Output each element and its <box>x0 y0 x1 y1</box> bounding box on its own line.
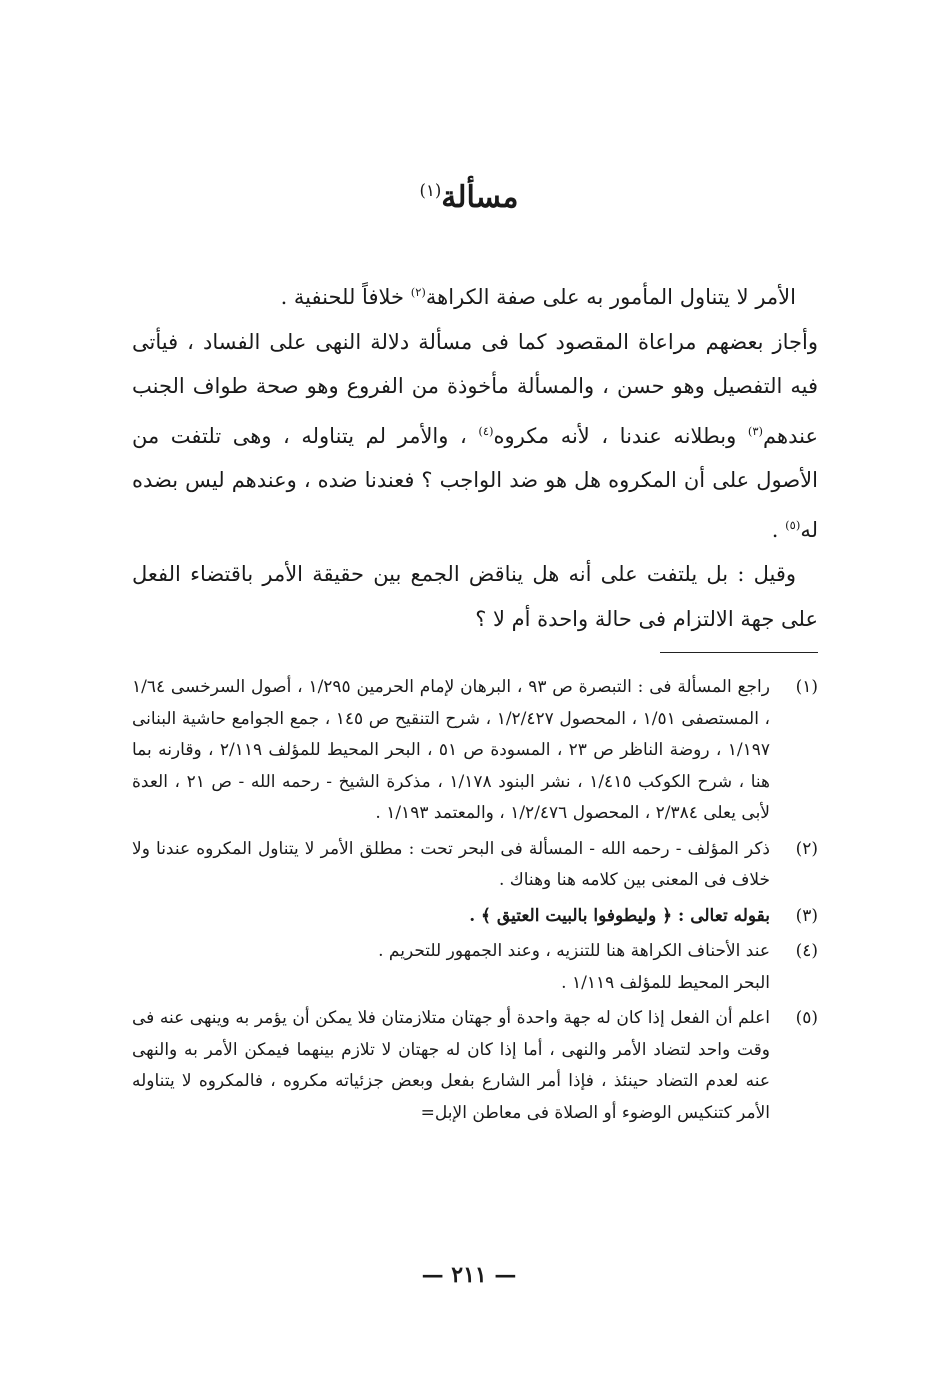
paragraph-3: وقيل : بل يلتفت على أنه هل يناقض الجمع بين حقيقة الأمر باقتضاء الفعل على جهة الالتزام فى حالة واحدة أم لا ؟ <box>132 562 818 631</box>
footnote-line: عند الأحناف الكراهة هنا للتنزيه ، وعند الجمهور للتحريم . <box>378 941 770 961</box>
footnote-4 <box>132 936 818 999</box>
footnote-text <box>132 936 770 999</box>
page-title <box>0 180 938 215</box>
paragraph-2 <box>132 320 818 553</box>
footnote-ref-3: (٣) <box>747 423 764 438</box>
footnote-text: بقوله تعالى : ﴿ وليطوفوا بالبيت العتيق ﴾ . <box>469 905 770 926</box>
footnote-number: (٥) <box>795 1008 818 1028</box>
footnote-number: (٢) <box>795 838 818 859</box>
footnote-number: (١) <box>795 677 818 697</box>
paragraph-1-tail: خلافاً للحنفية . <box>280 285 411 309</box>
footnote-text: اعلم أن الفعل إذا كان له جهة واحدة أو جهتان متلازمتان فلا يمكن أن يؤمر به وينهى عنه فى وقت واحد لتضاد الأمر والنهى ، أما إذا كان له جهتان لا تلازم بينهما فيمكن الأمر به والنهى عنه لعدم التضاد حينئذ ، فإذا أمر الشارع بفعل وبعض جزئياته مكروه ، فالمكروه لا يتناوله الأمر كتنكيس الوضوء أو الصلاة فى معاطن الإبل= <box>132 1008 770 1123</box>
footnote-separator <box>660 652 818 653</box>
page-number: — ٢١١ — <box>421 1262 517 1288</box>
footnote-ref-5: (٥) <box>785 517 801 532</box>
paragraph-1-text: الأمر لا يتناول المأمور به على صفة الكراهة <box>425 285 796 309</box>
title-footnote-ref: (١) <box>419 181 442 200</box>
paragraph-1 <box>132 270 818 320</box>
footnote-1 <box>132 672 818 830</box>
footnote-5 <box>132 1003 818 1129</box>
footnote-3 <box>132 901 818 933</box>
footnote-ref-2: (٢) <box>410 285 426 299</box>
title-text: مسألة <box>441 180 519 215</box>
paragraph-2-text-c: ، والأمر لم يتناوله ، وهى تلتفت من الأصول على أن المكروه هل هو ضد الواجب ؟ فعندنا ضده ، وعندهم ليس بضده له <box>132 423 818 542</box>
paragraph-2-text-b: وبطلانه عندنا ، لأنه مكروه <box>493 423 748 448</box>
footnote-2 <box>132 834 818 897</box>
paragraph-2-text-d: . <box>771 517 786 542</box>
footnotes <box>132 672 818 1133</box>
footnote-text: ذكر المؤلف - رحمه الله - المسألة فى البحر تحت : مطلق الأمر لا يتناول المكروه عندنا ولا خلاف فى المعنى بين كلامه هنا وهناك . <box>132 838 770 890</box>
main-text <box>132 270 818 641</box>
footnote-number: (٣) <box>795 905 818 926</box>
paragraph-2-text: وأجاز بعضهم مراعاة المقصود كما فى مسألة دلالة النهى على الفساد ، فيأتى فيه التفصيل وهو حسن ، والمسألة مأخوذة من الفروع وهو صحة طواف الجنب عندهم <box>132 329 818 448</box>
footnote-text: راجع المسألة فى : التبصرة ص ٩٣ ، البرهان لإمام الحرمين ١/٢٩٥ ، أصول السرخسى ١/٦٤ ، المستصفى ١/٥١ ، المحصول ١/٢/٤٢٧ ، شرح التنقيح ص ١٤٥ ، جمع الجوامع حاشية البنانى ١/١٩٧ ، روضة الناظر ص ٢٣ ، المسودة ص ٥١ ، البحر المحيط للمؤلف ٢/١١٩ ، وقارنه بما هنا ، شرح الكوكب ١/٤١٥ ، نشر البنود ١/١٧٨ ، مذكرة الشيخ - رحمه الله - ص ٢١ ، العدة لأبى يعلى ٢/٣٨٤ ، المحصول ١/٢/٤٧٦ ، والمعتمد ١/١٩٣ . <box>132 677 771 823</box>
footnote-line: البحر المحيط للمؤلف ١/١١٩ . <box>561 972 770 993</box>
footnote-number: (٤) <box>795 941 818 961</box>
footnote-ref-4: (٤) <box>478 423 494 438</box>
